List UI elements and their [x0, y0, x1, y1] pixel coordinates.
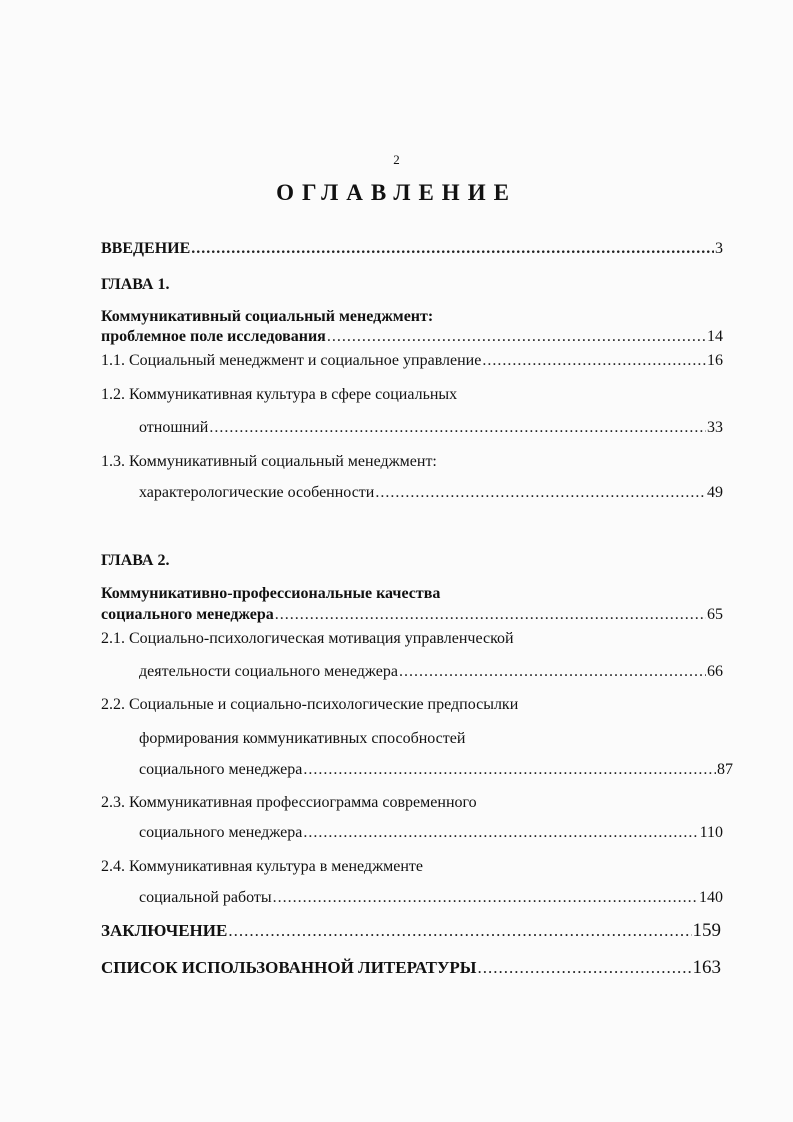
- toc-entry-label: ВВЕДЕНИЕ: [101, 240, 191, 257]
- toc-entry-2-3-line1: 2.3. Коммуникативная профессиограмма современного: [101, 794, 477, 811]
- toc-entry-conclusion[interactable]: [101, 921, 721, 941]
- chapter2-heading: ГЛАВА 2.: [101, 552, 170, 569]
- toc-entry-page: 14: [707, 328, 723, 345]
- toc-entry-page: 87: [717, 761, 733, 778]
- leader-dots: [273, 888, 698, 908]
- toc-entry-chapter2-title[interactable]: [101, 605, 723, 625]
- toc-entry-page: 66: [707, 663, 723, 680]
- toc-entry-2-2-line2: формирования коммуникативных способностей: [139, 730, 466, 747]
- toc-entry-label: социального менеджера: [139, 824, 303, 841]
- toc-entry-label: социального менеджера: [139, 761, 303, 778]
- toc-entry-label: ЗАКЛЮЧЕНИЕ: [101, 921, 228, 940]
- leader-dots: [399, 662, 706, 682]
- leader-dots: [375, 483, 706, 503]
- leader-dots: [228, 921, 691, 941]
- leader-dots: [327, 327, 706, 347]
- toc-entry-page: 3: [715, 240, 723, 257]
- toc-entry-label: проблемное поле исследования: [101, 328, 326, 345]
- leader-dots: [478, 958, 692, 978]
- toc-entry-2-3[interactable]: [139, 823, 723, 843]
- toc-entry-chapter1-title[interactable]: [101, 327, 723, 347]
- toc-entry-label: характерологические особенности: [139, 484, 375, 501]
- toc-entry-page: 33: [707, 419, 723, 436]
- toc-entry-page: 163: [692, 957, 721, 978]
- toc-entry-1-2-line1: 1.2. Коммуникативная культура в сфере социальных: [101, 386, 458, 403]
- toc-entry-page: 110: [699, 824, 723, 841]
- leader-dots: [275, 605, 706, 625]
- toc-entry-2-2-line1: 2.2. Социальные и социально-психологические предпосылки: [101, 696, 519, 713]
- toc-entry-page: 159: [692, 920, 721, 941]
- toc-entry-1-1[interactable]: [101, 351, 723, 371]
- toc-entry-label: СПИСОК ИСПОЛЬЗОВАННОЙ ЛИТЕРАТУРЫ: [101, 958, 477, 977]
- toc-entry-1-3[interactable]: [139, 483, 723, 503]
- toc-entry-page: 16: [707, 352, 723, 369]
- toc-entry-2-2[interactable]: [139, 760, 733, 780]
- toc-entry-label: социальной работы: [139, 889, 272, 906]
- chapter1-heading: ГЛАВА 1.: [101, 276, 170, 293]
- toc-entry-label: отношний: [139, 419, 209, 436]
- leader-dots: [209, 418, 706, 438]
- toc-entry-1-2[interactable]: [139, 418, 723, 438]
- chapter2-title-line1: Коммуникативно-профессиональные качества: [101, 585, 441, 602]
- toc-entry-intro[interactable]: [101, 239, 723, 259]
- toc-entry-1-3-line1: 1.3. Коммуникативный социальный менеджмент:: [101, 453, 437, 470]
- toc-entry-label: 1.1. Социальный менеджмент и социальное управление: [101, 352, 482, 369]
- toc-entry-label: социального менеджера: [101, 606, 274, 623]
- leader-dots: [303, 760, 716, 780]
- leader-dots: [303, 823, 698, 843]
- leader-dots: [191, 239, 714, 259]
- toc-entry-page: 140: [699, 889, 723, 906]
- page-title: ОГЛАВЛЕНИЕ: [276, 180, 517, 205]
- page-number: 2: [393, 152, 400, 167]
- toc-entry-bibliography[interactable]: [101, 958, 721, 978]
- leader-dots: [482, 351, 706, 371]
- toc-entry-2-4-line1: 2.4. Коммуникативная культура в менеджменте: [101, 858, 424, 875]
- chapter1-title-line1: Коммуникативный социальный менеджмент:: [101, 308, 434, 325]
- toc-entry-label: деятельности социального менеджера: [139, 663, 398, 680]
- toc-entry-2-1-line1: 2.1. Социально-психологическая мотивация управленческой: [101, 630, 514, 647]
- toc-entry-2-4[interactable]: [139, 888, 723, 908]
- toc-entry-2-1[interactable]: [139, 662, 723, 682]
- toc-entry-page: 49: [707, 484, 723, 501]
- toc-entry-page: 65: [707, 606, 723, 623]
